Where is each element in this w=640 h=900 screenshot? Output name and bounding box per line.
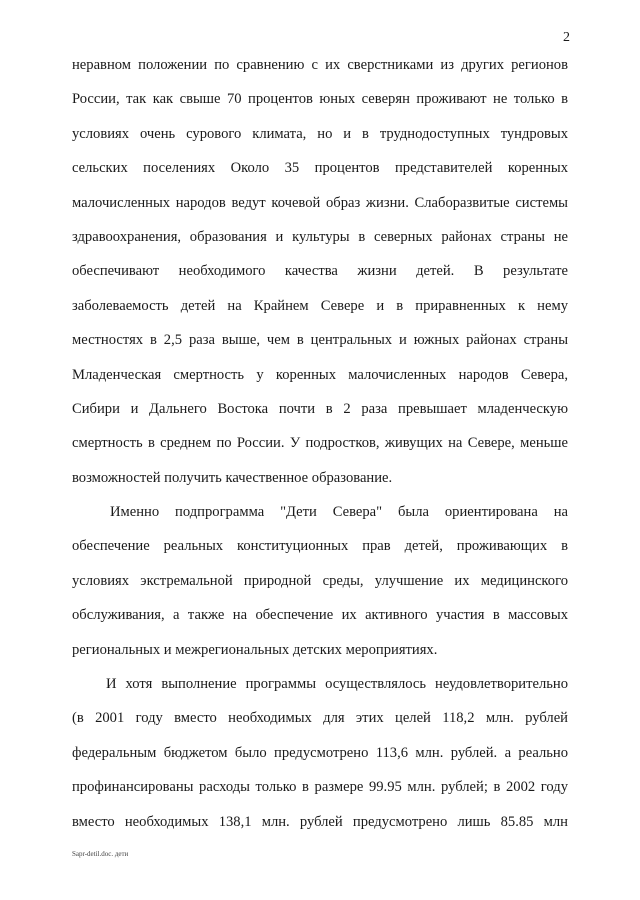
text-line: условиях экстремальной природной среды, улучшение их медицинского bbox=[72, 572, 568, 589]
text-line: обеспечивают необходимого качества жизни детей. В результате bbox=[72, 263, 568, 280]
text-line: И хотя выполнение программы осуществлялось неудовлетворительно bbox=[106, 676, 568, 693]
paragraph-3 bbox=[72, 667, 568, 839]
paragraph-2 bbox=[72, 495, 568, 667]
text-line: профинансированы расходы только в размере 99.95 млн. рублей; в 2002 году bbox=[72, 779, 568, 796]
text-line: смертность в среднем по России. У подростков, живущих на Севере, меньше bbox=[72, 435, 568, 452]
text-line: местностях в 2,5 раза выше, чем в центральных и южных районах страны bbox=[72, 332, 568, 349]
text-line: России, так как свыше 70 процентов юных северян проживают не только в bbox=[72, 91, 568, 108]
text-line: федеральным бюджетом было предусмотрено 113,6 млн. рублей. а реально bbox=[72, 744, 568, 761]
text-line: Сибири и Дальнего Востока почти в 2 раза превышает младенческую bbox=[72, 400, 568, 417]
text-line: сельских поселениях Около 35 процентов представителей коренных bbox=[72, 160, 568, 177]
text-line: обслуживания, а также на обеспечение их активного участия в массовых bbox=[72, 607, 568, 624]
text-line: Младенческая смертность у коренных малочисленных народов Севера, bbox=[72, 366, 568, 383]
text-line: условиях очень сурового климата, но и в труднодоступных тундровых bbox=[72, 125, 568, 142]
document-body bbox=[72, 48, 568, 839]
text-line: возможностей получить качественное образование. bbox=[72, 469, 393, 486]
text-line: неравном положении по сравнению с их сверстниками из других регионов bbox=[72, 57, 568, 73]
text-line: обеспечение реальных конституционных прав детей, проживающих в bbox=[72, 538, 568, 555]
text-line: (в 2001 году вместо необходимых для этих целей 118,2 млн. рублей bbox=[72, 710, 568, 727]
text-line: здравоохранения, образования и культуры в северных районах страны не bbox=[72, 228, 568, 245]
text-line: региональных и межрегиональных детских мероприятиях. bbox=[72, 641, 438, 658]
text-line: Именно подпрограмма "Дети Севера" была ориентирована на bbox=[110, 504, 568, 521]
text-line: малочисленных народов ведут кочевой образ жизни. Слаборазвитые системы bbox=[72, 194, 568, 211]
text-line: заболеваемость детей на Крайнем Севере и в приравненных к нему bbox=[72, 297, 568, 314]
file-path-footer: Sapr-detil.doc. дети bbox=[72, 850, 129, 858]
text-line: вместо необходимых 138,1 млн. рублей предусмотрено лишь 85.85 млн bbox=[72, 813, 568, 830]
page-number: 2 bbox=[563, 30, 570, 45]
paragraph-1 bbox=[72, 48, 568, 495]
